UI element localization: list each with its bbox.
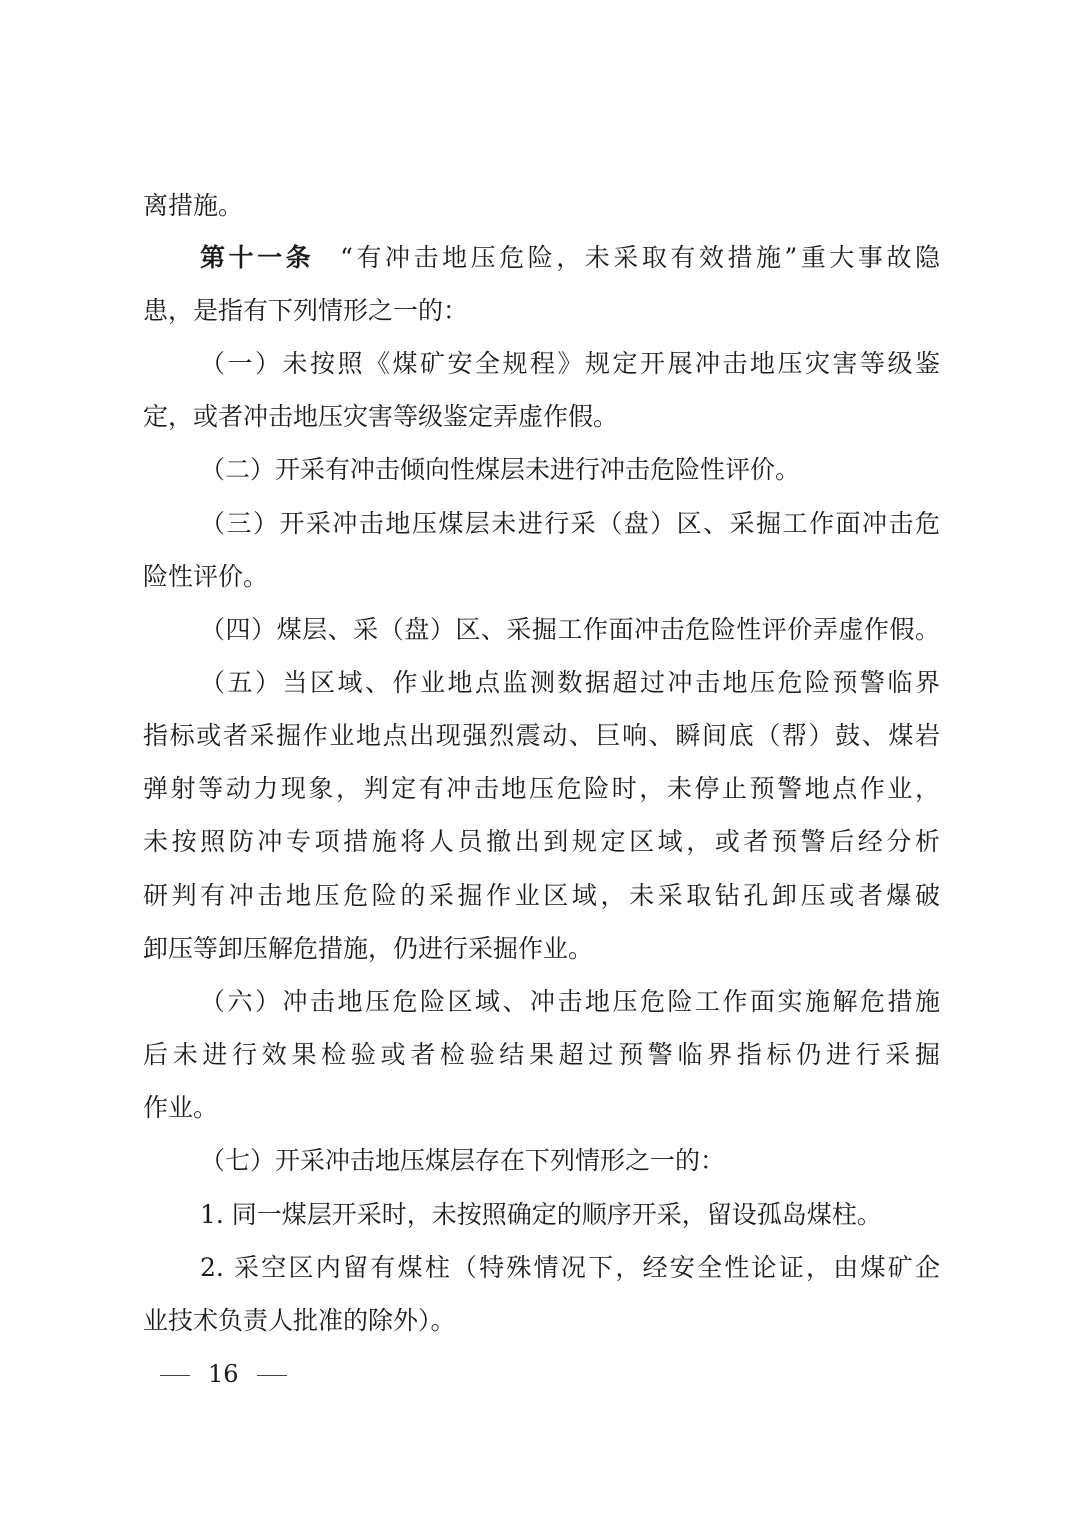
text-line: 险性评价。 xyxy=(143,562,269,591)
text-line: 研判有冲击地压危险的采掘作业区域，未采取钻孔卸压或者爆破 xyxy=(143,881,940,910)
text-line: 指标或者采掘作业地点出现强烈震动、巨响、瞬间底（帮）鼓、煤岩 xyxy=(143,721,940,750)
text-line: （三）开采冲击地压煤层未进行采（盘）区、采掘工作面冲击危 xyxy=(200,509,940,538)
text-line: （五）当区域、作业地点监测数据超过冲击地压危险预警临界 xyxy=(200,668,940,697)
text-line: 1. 同一煤层开采时，未按照确定的顺序开采，留设孤岛煤柱。 xyxy=(200,1200,882,1229)
text-line: （七）开采冲击地压煤层存在下列情形之一的： xyxy=(200,1146,726,1175)
article-title: “有冲击地压危险，未采取有效措施”重大事故隐 xyxy=(340,243,940,272)
article-heading: 第十一条 xyxy=(200,243,315,272)
footer-dash-left xyxy=(160,1375,190,1376)
text-line: 后未进行效果检验或者检验结果超过预警临界指标仍进行采掘 xyxy=(143,1040,940,1069)
article-heading-line xyxy=(143,238,940,278)
text-line: 业技术负责人批准的除外）。 xyxy=(143,1306,456,1335)
footer-dash-right xyxy=(257,1375,287,1376)
text-line: 2. 采空区内留有煤柱（特殊情况下，经安全性论证，由煤矿企 xyxy=(200,1253,940,1282)
text-line: （一）未按照《煤矿安全规程》规定开展冲击地压灾害等级鉴 xyxy=(200,349,940,378)
text-line: 定，或者冲击地压灾害等级鉴定弄虚作假。 xyxy=(143,402,619,431)
text-line: （四）煤层、采（盘）区、采掘工作面冲击危险性评价弄虚作假。 xyxy=(200,615,940,644)
page-number: 16 xyxy=(208,1360,239,1388)
text-line: 离措施。 xyxy=(143,191,244,220)
text-line: （六）冲击地压危险区域、冲击地压危险工作面实施解危措施 xyxy=(200,987,940,1016)
text-line: 弹射等动力现象，判定有冲击地压危险时，未停止预警地点作业， xyxy=(143,774,940,803)
text-line: 患，是指有下列情形之一的： xyxy=(143,296,469,325)
text-line: 作业。 xyxy=(143,1093,219,1122)
text-line: 卸压等卸压解危措施，仍进行采掘作业。 xyxy=(143,934,594,963)
text-line: （二）开采有冲击倾向性煤层未进行冲击危险性评价。 xyxy=(200,455,801,484)
text-line: 未按照防冲专项措施将人员撤出到规定区域，或者预警后经分析 xyxy=(143,827,940,856)
page-footer xyxy=(160,1356,287,1392)
